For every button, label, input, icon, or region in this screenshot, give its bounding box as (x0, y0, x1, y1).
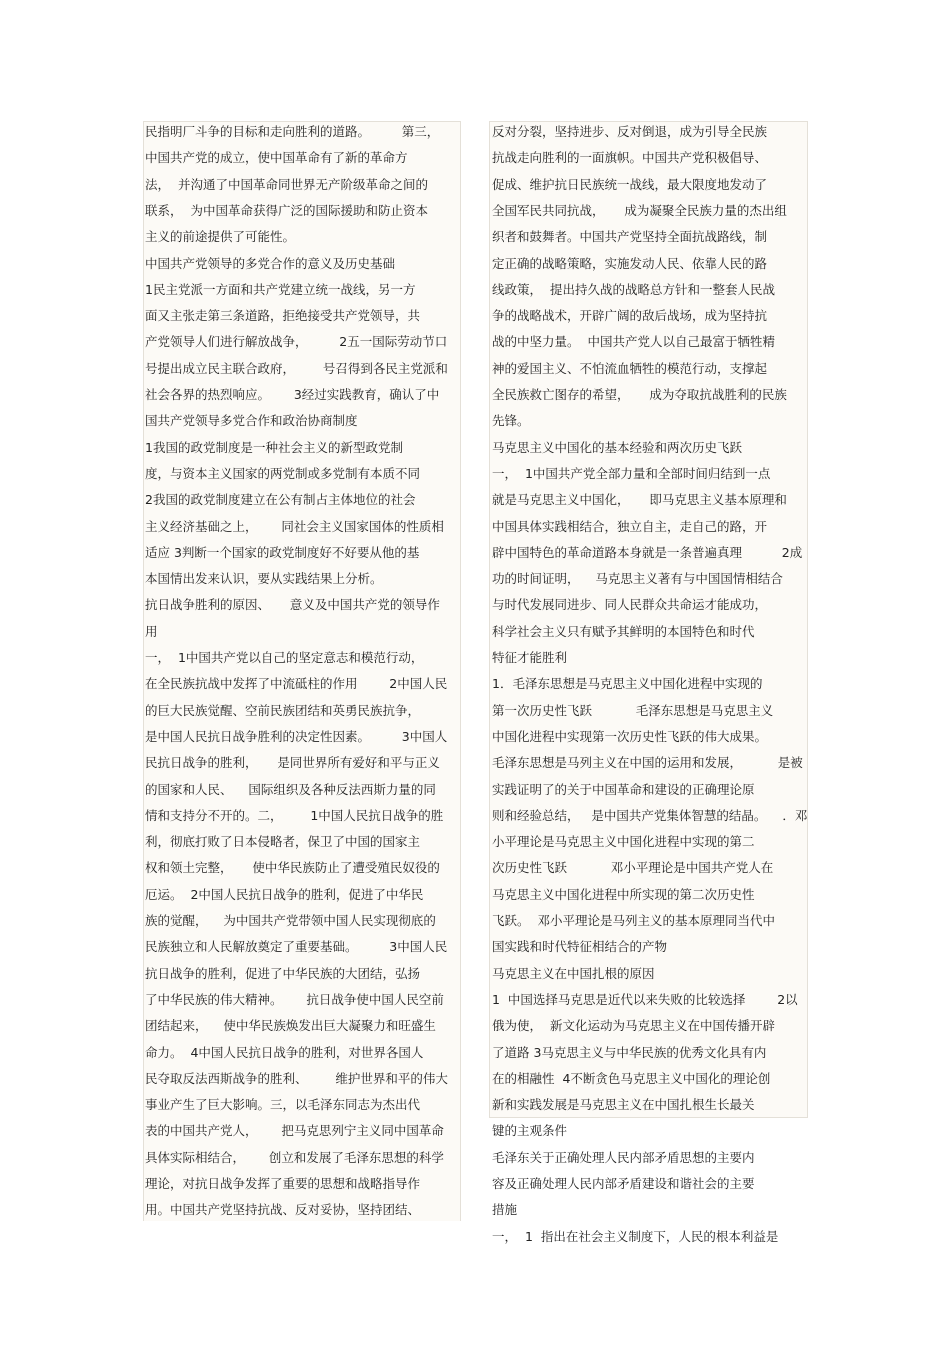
text-line: 全民族救亡图存的希望， 成为夺取抗战胜利的民族 (492, 387, 787, 402)
text-line: 适应 3判断一个国家的政党制度好不好要从他的基 (145, 544, 420, 560)
text-line: 织者和鼓舞者。中国共产党坚持全面抗战路线，制 (492, 229, 768, 245)
text-line: 国共产党领导多党合作和政治协商制度 (145, 413, 358, 429)
text-line: 事业产生了巨大影响。三，以毛泽东同志为杰出代 (145, 1097, 421, 1113)
text-line: 号提出成立民主联合政府， 号召得到各民主党派和 (145, 360, 448, 376)
text-line: 2我国的政党制度建立在公有制占主体地位的社会 (145, 492, 416, 508)
text-line: 的巨大民族觉醒、空前民族团结和英勇民族抗争， (145, 702, 421, 718)
text-line: 民指明厂斗争的目标和走向胜利的道路。 第三， (145, 124, 440, 139)
text-line: 社会各界的热烈响应。 3经过实践教育，确认了中 (145, 387, 440, 402)
text-line: 毛泽东关于正确处理人民内部矛盾思想的主要内 (492, 1149, 755, 1165)
text-line: 度，与资本主义国家的两党制或多党制有本质不同 (145, 465, 421, 481)
text-line: 马克思主义在中国扎根的原因 (492, 965, 655, 981)
text-line: 促成、维护抗日民族统一战线，最大限度地发动了 (492, 176, 768, 192)
text-line: 理论，对抗日战争发挥了重要的思想和战略指导作 (145, 1176, 421, 1191)
text-line: 1我国的政党制度是一种社会主义的新型政党制 (145, 439, 403, 455)
text-line: 1民主党派一方面和共产党建立统一战线，另一方 (145, 281, 416, 297)
text-line: 族的觉醒， 为中国共产党带领中国人民实现彻底的 (145, 913, 436, 928)
text-line: 马克思主义中国化的基本经验和两次历史飞跃 (492, 439, 743, 455)
text-line: 神的爱国主义、不怕流血牺牲的模范行动，支撑起 (492, 360, 768, 376)
text-line: 面又主张走第三条道路，拒绝接受共产党领导，共 (145, 308, 421, 324)
text-line: 马克思主义中国化进程中所实现的第二次历史性 (492, 886, 755, 902)
text-line: 表的中国共产党人， 把马克思列宁主义同中国革命 (145, 1123, 444, 1139)
text-line: 小平理论是马克思主义中国化进程中实现的第二 (492, 834, 755, 850)
text-line: 了中华民族的伟大精神。 抗日战争使中国人民空前 (145, 991, 444, 1007)
text-line: 厄运。 2中国人民抗日战争的胜利，促进了中华民 (145, 886, 424, 902)
text-line: 实践证明了的关于中国革命和建设的正确理论原 (492, 781, 755, 797)
text-line: 抗日战争胜利的原因、 意义及中国共产党的领导作 (145, 597, 440, 613)
text-line: 战的中坚力量。 中国共产党人以自己最富于牺牲精 (492, 334, 775, 350)
text-line: 线政策， 提出持久战的战略总方针和一整套人民战 (492, 281, 775, 297)
text-line: 容及正确处理人民内部矛盾建设和谐社会的主要 (492, 1176, 755, 1191)
text-line: 抗日战争的胜利，促进了中华民族的大团结，弘扬 (145, 965, 421, 981)
text-line: 团结起来， 使中华民族焕发出巨大凝聚力和旺盛生 (145, 1018, 436, 1034)
text-line: 用。中国共产党坚持抗战、反对妥协，坚持团结、 (145, 1202, 421, 1218)
text-line: 次历史性飞跃 邓小平理论是中国共产党人在 (492, 860, 774, 876)
text-line: 则和经验总结， 是中国共产党集体智慧的结晶。 ．邓 (492, 807, 808, 823)
text-line: 1 中国选择马克思是近代以来失败的比较选择 2以 (492, 991, 798, 1007)
text-line: 定正确的战略策略，实施发动人民、依靠人民的路 (492, 255, 768, 271)
text-line: 权和领土完整， 使中华民族防止了遭受殖民奴役的 (145, 860, 440, 876)
text-line: 飞跃。 邓小平理论是马列主义的基本原理同当代中 (492, 913, 775, 928)
text-line: 中国具体实践相结合，独立自主，走自己的路，开 (492, 518, 768, 534)
text-line: 新和实践发展是马克思主义在中国扎根生长最关 (492, 1097, 755, 1113)
text-line: 在的相融性 4不断贪色马克思主义中国化的理论创 (492, 1070, 771, 1086)
text-line: 利，彻底打败了日本侵略者，保卫了中国的国家主 (145, 834, 421, 850)
text-line: 科学社会主义只有赋予其鲜明的本国特色和时代 (492, 623, 755, 639)
text-line: 中国化进程中实现第一次历史性飞跃的伟大成果。 (492, 728, 768, 744)
text-line: 主义的前途提供了可能性。 (145, 229, 296, 245)
text-line: 用 (145, 623, 158, 639)
text-line: 俄为使， 新文化运动为马克思主义在中国传播开辟 (492, 1018, 775, 1034)
text-line: 了道路 3马克思主义与中华民族的优秀文化具有内 (492, 1044, 767, 1060)
text-line: 辟中国特色的革命道路本身就是一条普遍真理 2成 (492, 544, 803, 560)
text-line: 争的战略战术，开辟广阔的敌后战场，成为坚持抗 (492, 308, 768, 324)
text-line: 具体实际相结合， 创立和发展了毛泽东思想的科学 (145, 1149, 444, 1165)
text-line: 民夺取反法西斯战争的胜利、 维护世界和平的伟大 (145, 1070, 448, 1086)
text-line: 在全民族抗战中发挥了中流砥柱的作用 2中国人民 (145, 676, 448, 692)
text-line: 中国共产党的成立，使中国革命有了新的革命方 (145, 150, 408, 166)
text-line: 反对分裂，坚持进步、反对倒退，成为引导全民族 (492, 124, 768, 139)
text-line: 一， 1 指出在社会主义制度下，人民的根本利益是 (492, 1228, 779, 1244)
text-line: 命力。 4中国人民抗日战争的胜利，对世界各国人 (145, 1044, 424, 1060)
text-line: 产党领导人们进行解放战争， 2五一国际劳动节口 (145, 334, 448, 350)
text-line: 的国家和人民、 国际组织及各种反法西斯力量的同 (145, 781, 436, 797)
text-line: 民抗日战争的胜利， 是同世界所有爱好和平与正义 (145, 755, 440, 771)
text-line: 联系， 为中国革命获得广泛的国际援助和防止资本 (145, 202, 428, 218)
text-line: 先锋。 (492, 413, 530, 429)
text-line: 第一次历史性飞跃 毛泽东思想是马克思主义 (492, 702, 774, 718)
text-line: 主义经济基础之上， 同社会主义国家国体的性质相 (145, 518, 444, 534)
text-line: 特征才能胜利 (492, 650, 568, 665)
text-line: 措施 (492, 1202, 518, 1218)
text-line: 本国情出发来认识，要从实践结果上分析。 (145, 571, 383, 587)
text-line: 抗战走向胜利的一面旗帜。中国共产党积极倡导、 (492, 150, 768, 166)
text-line: 民族独立和人民解放奠定了重要基础。 3中国人民 (145, 939, 448, 955)
text-line: 一， 1中国共产党以自己的坚定意志和模范行动， (145, 650, 424, 665)
text-line: 1．毛泽东思想是马克思主义中国化进程中实现的 (492, 676, 763, 692)
text-line: 中国共产党领导的多党合作的意义及历史基础 (145, 255, 396, 271)
text-line: 就是马克思主义中国化， 即马克思主义基本原理和 (492, 492, 787, 508)
text-line: 功的时间证明， 马克思主义著有与中国国情相结合 (492, 571, 783, 587)
text-line: 国实践和时代特征相结合的产物 (492, 939, 668, 955)
text-line: 与时代发展同进步、同人民群众共命运才能成功， (492, 597, 768, 613)
text-line: 法， 并沟通了中国革命同世界无产阶级革命之间的 (145, 176, 428, 192)
text-line: 键的主观条件 (492, 1123, 568, 1139)
text-line: 一， 1中国共产党全部力量和全部时间归结到一点 (492, 465, 771, 481)
text-line: 毛泽东思想是马列主义在中国的运用和发展， 是被 (492, 755, 803, 771)
text-line: 全国军民共同抗战， 成为凝聚全民族力量的杰出组 (492, 202, 787, 218)
text-line: 是中国人民抗日战争胜利的决定性因素。 3中国人 (145, 728, 448, 744)
text-line: 情和支持分不开的。二， 1中国人民抗日战争的胜 (145, 807, 444, 823)
